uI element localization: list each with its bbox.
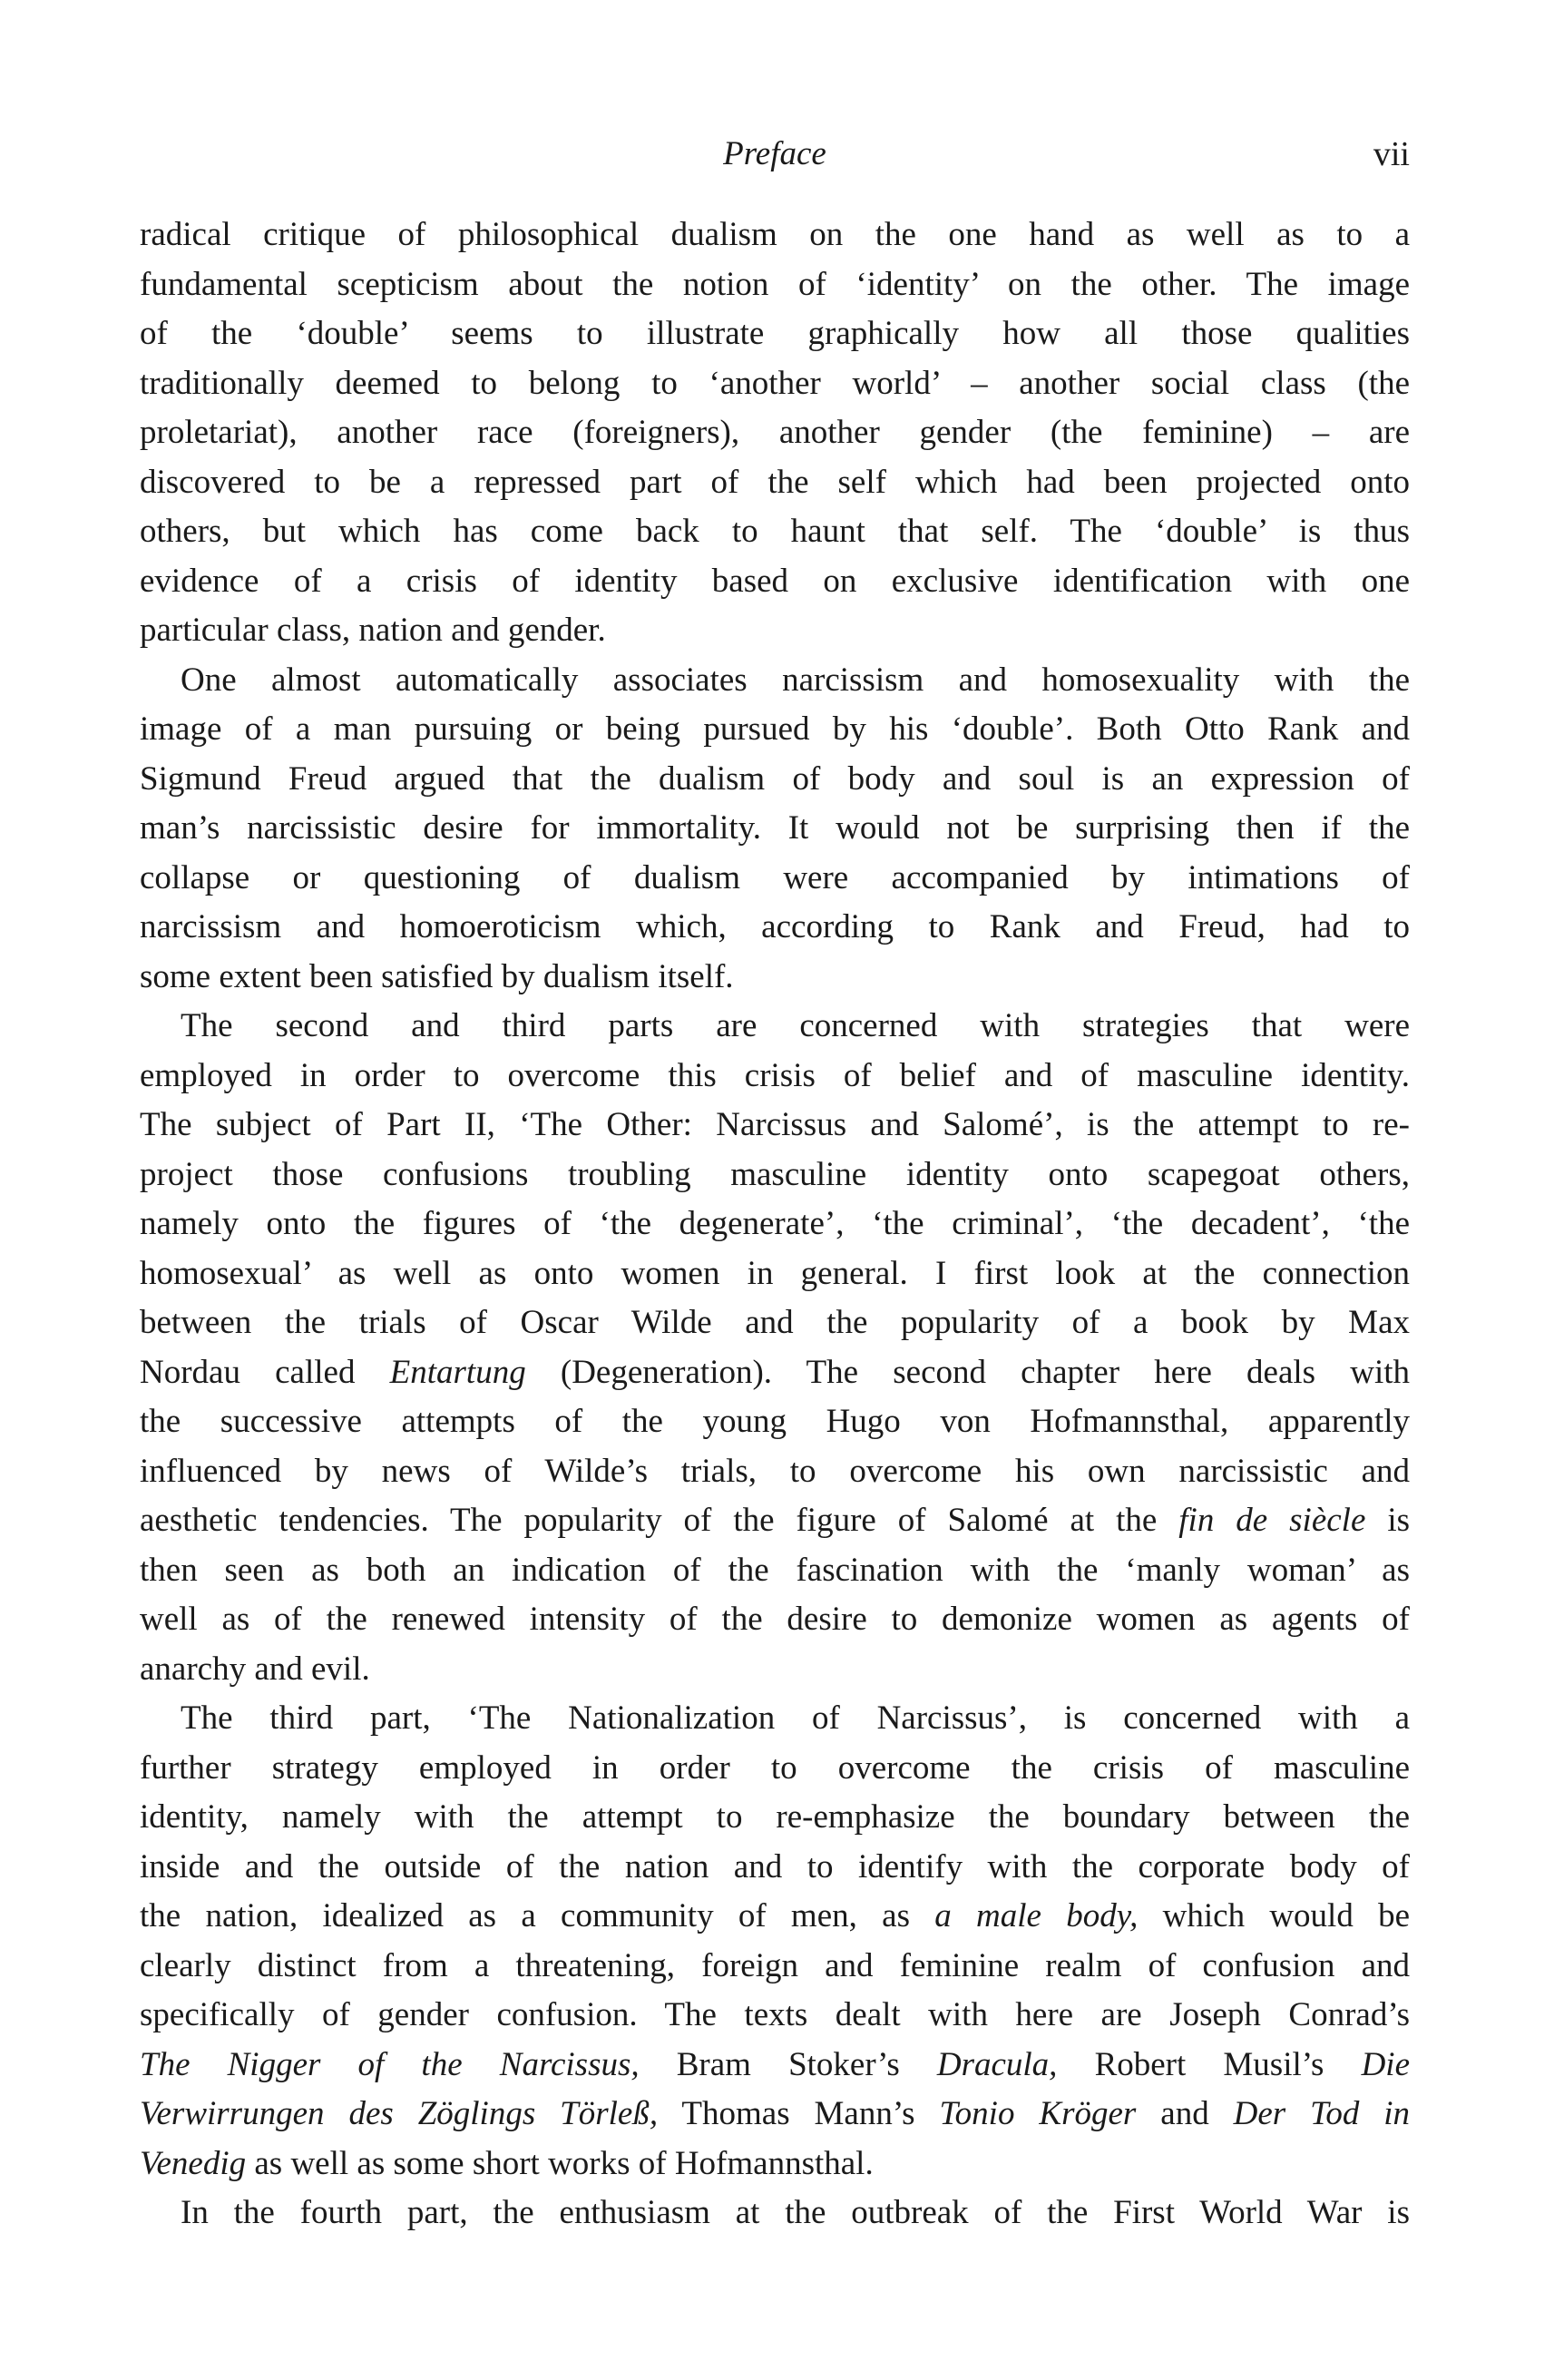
text-line: One almost automatically associates narcissism and homosexuality with the — [181, 661, 1410, 699]
italic-phrase: a male body, — [934, 1897, 1139, 1934]
text-run: Robert Musil’s — [1094, 2045, 1324, 2083]
text-run: aesthetic tendencies. The popularity of the figure of Salomé at the — [140, 1502, 1158, 1539]
text-line: the successive attempts of the young Hugo von Hofmannsthal, apparently — [140, 1403, 1410, 1440]
text-line: traditionally deemed to belong to ‘another world’ – another social class (the — [140, 364, 1410, 402]
book-title: Tonio Kröger — [939, 2095, 1137, 2132]
book-title: Entartung — [389, 1353, 526, 1391]
text-run: Nordau called — [140, 1353, 356, 1391]
text-line — [140, 2090, 1410, 2140]
text-line — [140, 1496, 1410, 1546]
text-line: collapse or questioning of dualism were accompanied by intimations of — [140, 858, 1410, 896]
text-run: which would be — [1162, 1897, 1410, 1934]
text-line: then seen as both an indication of the fascination with the ‘manly woman’ as — [140, 1551, 1410, 1589]
text-run: and — [1160, 2095, 1209, 2132]
text-line: In the fourth part, the enthusiasm at the outbreak of the First World War is — [181, 2194, 1410, 2231]
text-line: particular class, nation and gender. — [140, 612, 606, 649]
book-title: Dracula, — [936, 2045, 1058, 2083]
book-title: Venedig — [140, 2144, 247, 2182]
text-run: is — [1387, 1502, 1410, 1539]
running-head — [140, 127, 1410, 181]
text-line: identity, namely with the attempt to re-emphasize the boundary between the — [140, 1798, 1410, 1836]
text-line — [140, 2140, 1410, 2189]
book-title: The Nigger of the Narcissus, — [140, 2045, 640, 2083]
text-line: Sigmund Freud argued that the dualism of body and soul is an expression of — [140, 759, 1410, 798]
text-line: proletariat), another race (foreigners), another gender (the feminine) – are — [140, 414, 1410, 451]
text-run: Thomas Mann’s — [681, 2095, 915, 2132]
text-line: The second and third parts are concerned with strategies that were — [181, 1007, 1410, 1044]
text-line: some extent been satisfied by dualism itself. — [140, 957, 734, 995]
text-line: namely onto the figures of ‘the degenerate’, ‘the criminal’, ‘the decadent’, ‘the — [140, 1205, 1410, 1242]
text-line: The third part, ‘The Nationalization of Narcissus’, is concerned with a — [181, 1699, 1410, 1737]
text-line: anarchy and evil. — [140, 1650, 370, 1688]
text-line: project those confusions troubling masculine identity onto scapegoat others, — [140, 1155, 1410, 1193]
text-line: homosexual’ as well as onto women in general. I first look at the connection — [140, 1254, 1410, 1292]
text-line: discovered to be a repressed part of the self which had been projected onto — [140, 463, 1410, 501]
text-line: between the trials of Oscar Wilde and the popularity of a book by Max — [140, 1304, 1410, 1341]
text-line: clearly distinct from a threatening, foreign and feminine realm of confusion and — [140, 1946, 1410, 1984]
book-title: Verwirrungen des Zöglings Törleß, — [140, 2095, 659, 2132]
text-line: of the ‘double’ seems to illustrate graphically how all those qualities — [140, 315, 1410, 352]
book-title: Der Tod in — [1233, 2095, 1410, 2132]
text-line: The subject of Part II, ‘The Other: Narcissus and Salomé’, is the attempt to re- — [140, 1106, 1410, 1143]
italic-phrase: fin de siècle — [1178, 1502, 1366, 1539]
text-line: radical critique of philosophical dualism on the one hand as well as to a — [140, 216, 1410, 253]
text-line — [140, 1348, 1410, 1398]
text-line: employed in order to overcome this crisis of belief and of masculine identity. — [140, 1056, 1410, 1094]
text-run: (Degeneration). The second chapter here deals with — [560, 1353, 1410, 1391]
page-number: vii — [1373, 135, 1410, 173]
text-line: influenced by news of Wilde’s trials, to overcome his own narcissistic and — [140, 1452, 1410, 1490]
text-line: evidence of a crisis of identity based on exclusive identification with one — [140, 562, 1410, 600]
text-line — [140, 2041, 1410, 2091]
text-line: narcissism and homoeroticism which, according to Rank and Freud, had to — [140, 908, 1410, 945]
body-text — [140, 211, 1410, 2238]
running-title: Preface — [723, 135, 826, 172]
book-title: Die — [1361, 2045, 1410, 2083]
text-line: specifically of gender confusion. The texts dealt with here are Joseph Conrad’s — [140, 1996, 1410, 2033]
text-line: others, but which has come back to haunt that self. The ‘double’ is thus — [140, 513, 1410, 550]
text-run: Bram Stoker’s — [676, 2045, 900, 2083]
text-line: man’s narcissistic desire for immortality. It would not be surprising then if the — [140, 809, 1410, 847]
text-run: as well as some short works of Hofmannsthal. — [254, 2144, 874, 2182]
text-line: image of a man pursuing or being pursued by his ‘double’. Both Otto Rank and — [140, 710, 1410, 748]
text-run: the nation, idealized as a community of men, as — [140, 1897, 910, 1934]
text-line — [140, 1892, 1410, 1942]
text-line: further strategy employed in order to overcome the crisis of masculine — [140, 1748, 1410, 1787]
text-line: fundamental scepticism about the notion of ‘identity’ on the other. The image — [140, 265, 1410, 303]
text-line: inside and the outside of the nation and to identify with the corporate body of — [140, 1847, 1410, 1885]
text-line: well as of the renewed intensity of the desire to demonize women as agents of — [140, 1601, 1410, 1638]
